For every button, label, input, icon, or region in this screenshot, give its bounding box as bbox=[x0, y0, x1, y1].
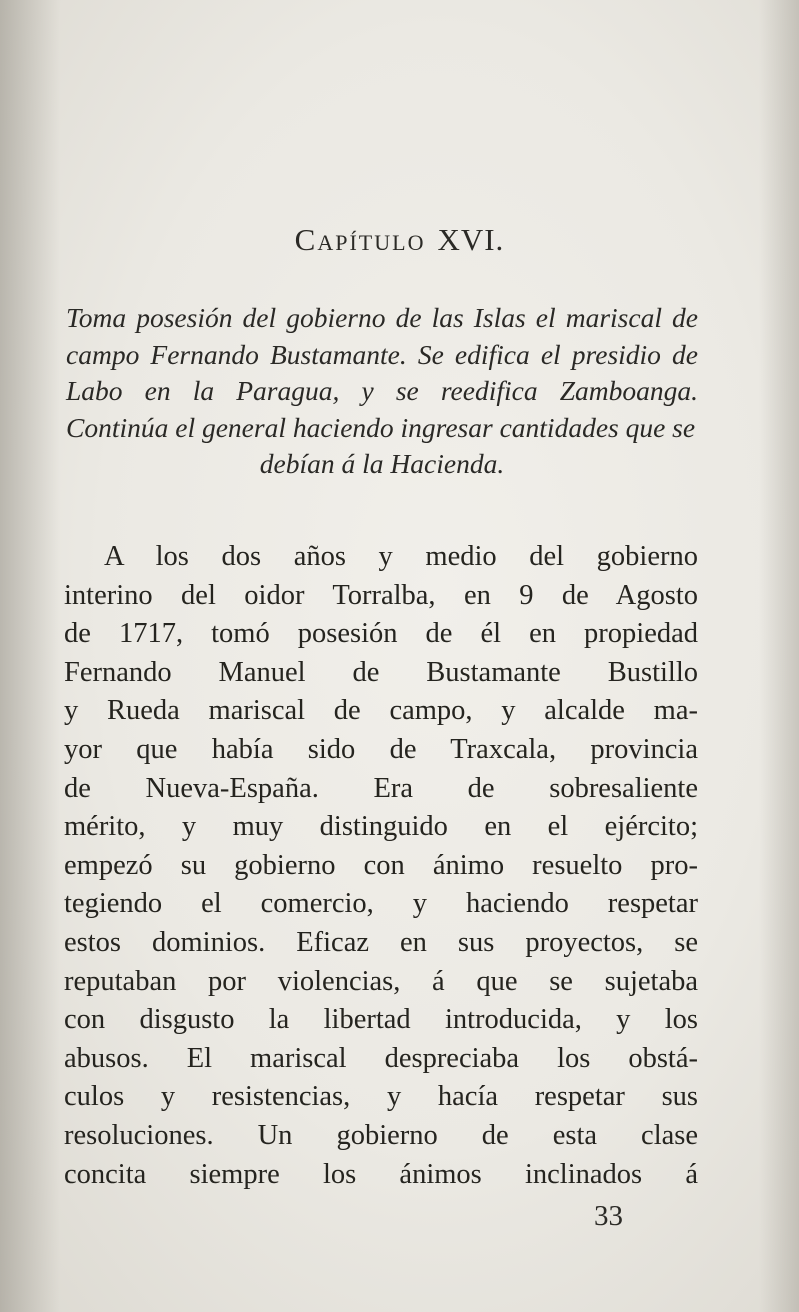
page-number: 33 bbox=[594, 1200, 623, 1232]
body-line: Fernando Manuel de Bustamante Bustillo bbox=[64, 656, 698, 688]
chapter-number: XVI. bbox=[437, 222, 505, 257]
body-line: estos dominios. Eficaz en sus proyectos, se bbox=[64, 926, 698, 958]
body-line: resoluciones. Un gobierno de esta clase bbox=[64, 1119, 698, 1151]
body-line: mérito, y muy distinguido en el ejército; bbox=[64, 811, 698, 843]
summary-last-line: debían á la Hacienda. bbox=[259, 448, 505, 479]
body-line: empezó su gobierno con ánimo resuelto pro- bbox=[64, 849, 698, 881]
body-line: abusos. El mariscal despreciaba los obstá- bbox=[64, 1042, 698, 1074]
summary-text: Toma posesión del gobierno de las Islas el mariscal de campo Fernando Bustamante. Se edifica el presidio de Labo en la Paragua, y se reedifica Zamboanga. Continúa el general haciendo ingresar cantidades que se bbox=[66, 302, 698, 443]
chapter-label: Capítulo bbox=[294, 222, 426, 257]
body-line: tegiendo el comercio, y haciendo respetar bbox=[64, 888, 698, 920]
body-line: A los dos años y medio del gobierno bbox=[104, 541, 698, 572]
body-line: interino del oidor Torralba, en 9 de Agosto bbox=[64, 579, 698, 611]
page-edge-shadow-left bbox=[0, 0, 60, 1312]
body-line: culos y resistencias, y hacía respetar sus bbox=[64, 1081, 698, 1113]
body-line: yor que había sido de Traxcala, provincia bbox=[64, 733, 698, 765]
body-line: de 1717, tomó posesión de él en propiedad bbox=[64, 618, 698, 650]
body-paragraph bbox=[64, 538, 698, 1194]
chapter-summary bbox=[66, 300, 698, 483]
page-edge-shadow-right bbox=[759, 0, 799, 1312]
body-line: concita siempre los ánimos inclinados á bbox=[64, 1158, 698, 1190]
chapter-heading bbox=[0, 222, 799, 258]
body-line: y Rueda mariscal de campo, y alcalde ma- bbox=[64, 695, 698, 727]
body-line: de Nueva-España. Era de sobresaliente bbox=[64, 772, 698, 804]
body-line: con disgusto la libertad introducida, y los bbox=[64, 1004, 698, 1036]
body-line: reputaban por violencias, á que se sujetaba bbox=[64, 965, 698, 997]
